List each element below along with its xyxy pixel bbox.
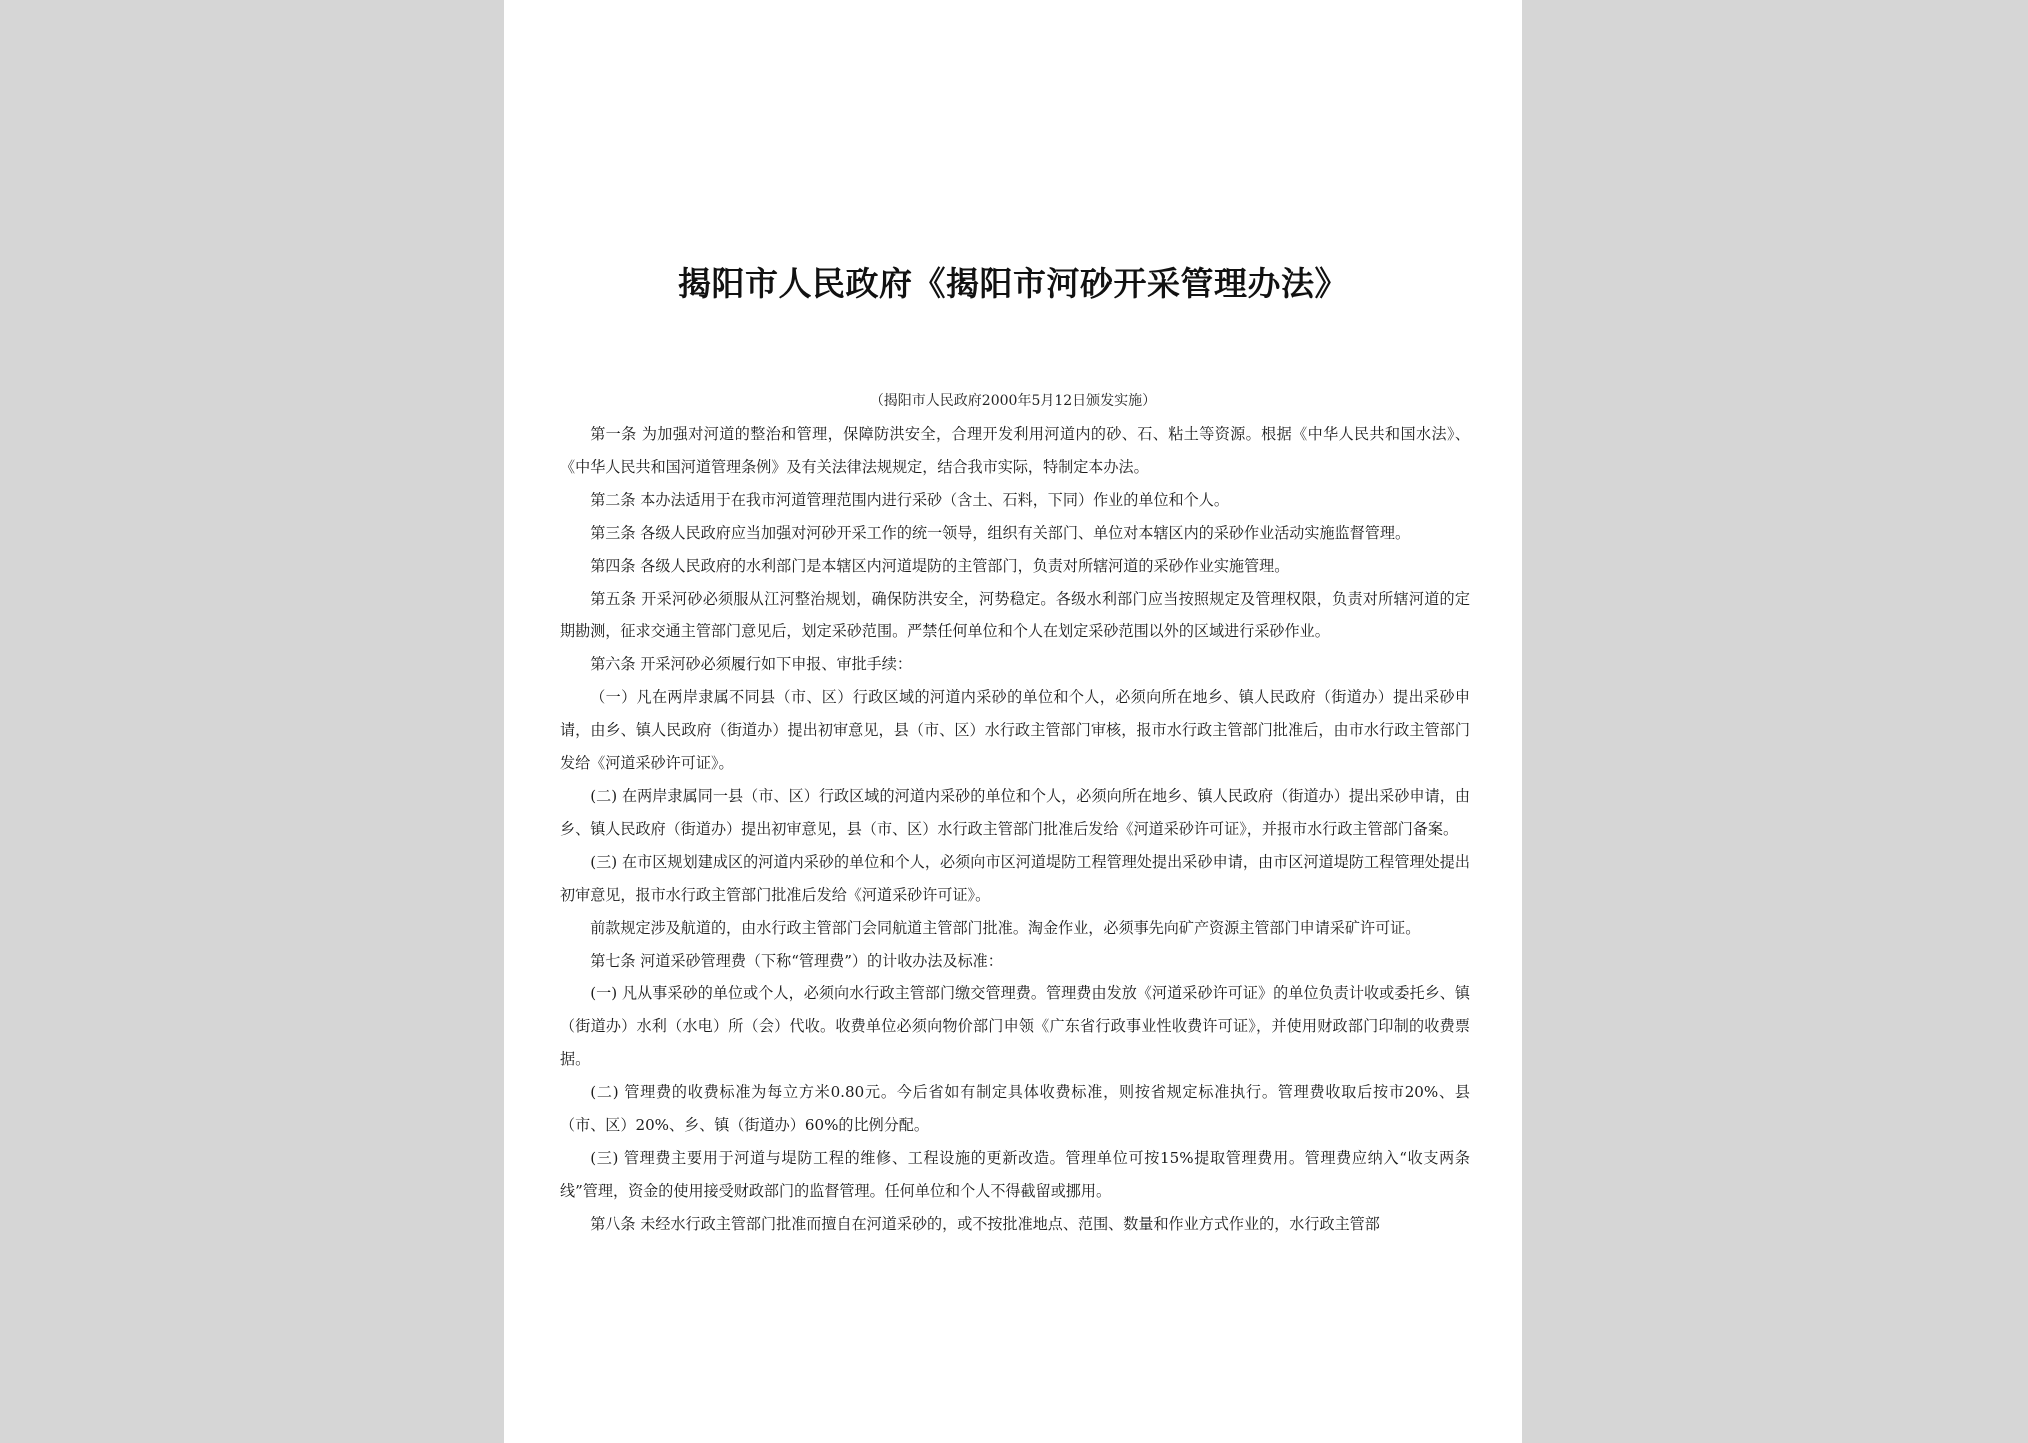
- article-6-note: 前款规定涉及航道的，由水行政主管部门会同航道主管部门批准。淘金作业，必须事先向矿产资源主管部门申请采矿许可证。: [590, 918, 1421, 937]
- article-5: 第五条 开采河砂必须服从江河整治规划，确保防洪安全，河势稳定。各级水利部门应当按照规定及管理权限，负责对所辖河道的定期勘测，征求交通主管部门意见后，划定采砂范围。严禁任何单位和个人在划定采砂范围以外的区域进行采砂作业。: [560, 589, 1470, 641]
- document-title: 揭阳市人民政府《揭阳市河砂开采管理办法》: [678, 264, 1348, 303]
- article-8: 第八条 未经水行政主管部门批准而擅自在河道采砂的，或不按批准地点、范围、数量和作业方式作业的，水行政主管部: [590, 1214, 1380, 1233]
- article-6-item-3: (三) 在市区规划建成区的河道内采砂的单位和个人，必须向市区河道堤防工程管理处提出采砂申请，由市区河道堤防工程管理处提出初审意见，报市水行政主管部门批准后发给《河道采砂许可证》。: [560, 852, 1470, 904]
- article-6-item-1: （一）凡在两岸隶属不同县（市、区）行政区域的河道内采砂的单位和个人，必须向所在地乡、镇人民政府（街道办）提出采砂申请，由乡、镇人民政府（街道办）提出初审意见，县（市、区）水行政主管部门审核，报市水行政主管部门批准后，由市水行政主管部门发给《河道采砂许可证》。: [560, 688, 1470, 773]
- article-7: 第七条 河道采砂管理费（下称“管理费”）的计收办法及标准：: [590, 951, 1003, 970]
- article-7-item-1: (一) 凡从事采砂的单位或个人，必须向水行政主管部门缴交管理费。管理费由发放《河道采砂许可证》的单位负责计收或委托乡、镇（街道办）水利（水电）所（会）代收。收费单位必须向物价部门申领《广东省行政事业性收费许可证》，并使用财政部门印制的收费票据。: [560, 984, 1470, 1069]
- article-7-item-3: (三) 管理费主要用于河道与堤防工程的维修、工程设施的更新改造。管理单位可按15%提取管理费用。管理费应纳入“收支两条线”管理，资金的使用接受财政部门的监督管理。任何单位和个人不得截留或挪用。: [560, 1148, 1470, 1200]
- article-7-item-2: (二) 管理费的收费标准为每立方米0.80元。今后省如有制定具体收费标准，则按省规定标准执行。管理费收取后按市20%、县（市、区）20%、乡、镇（街道办）60%的比例分配。: [560, 1083, 1470, 1135]
- article-6-item-2: (二) 在两岸隶属同一县（市、区）行政区域的河道内采砂的单位和个人，必须向所在地乡、镇人民政府（街道办）提出采砂申请，由乡、镇人民政府（街道办）提出初审意见，县（市、区）水行政主管部门批准后发给《河道采砂许可证》，并报市水行政主管部门备案。: [560, 786, 1470, 838]
- article-2: 第二条 本办法适用于在我市河道管理范围内进行采砂（含土、石料，下同）作业的单位和个人。: [590, 490, 1229, 509]
- article-4: 第四条 各级人民政府的水利部门是本辖区内河道堤防的主管部门，负责对所辖河道的采砂作业实施管理。: [590, 556, 1290, 575]
- document-body: [560, 418, 1470, 1241]
- document-subtitle: （揭阳市人民政府2000年5月12日颁发实施）: [869, 393, 1157, 409]
- article-6: 第六条 开采河砂必须履行如下申报、审批手续：: [590, 655, 912, 674]
- article-1: 第一条 为加强对河道的整治和管理，保障防洪安全，合理开发利用河道内的砂、石、粘土等资源。根据《中华人民共和国水法》、《中华人民共和国河道管理条例》及有关法律法规规定，结合我市实际，特制定本办法。: [560, 425, 1470, 476]
- document-page: [504, 0, 1522, 1443]
- article-3: 第三条 各级人民政府应当加强对河砂开采工作的统一领导，组织有关部门、单位对本辖区内的采砂作业活动实施监督管理。: [590, 523, 1411, 542]
